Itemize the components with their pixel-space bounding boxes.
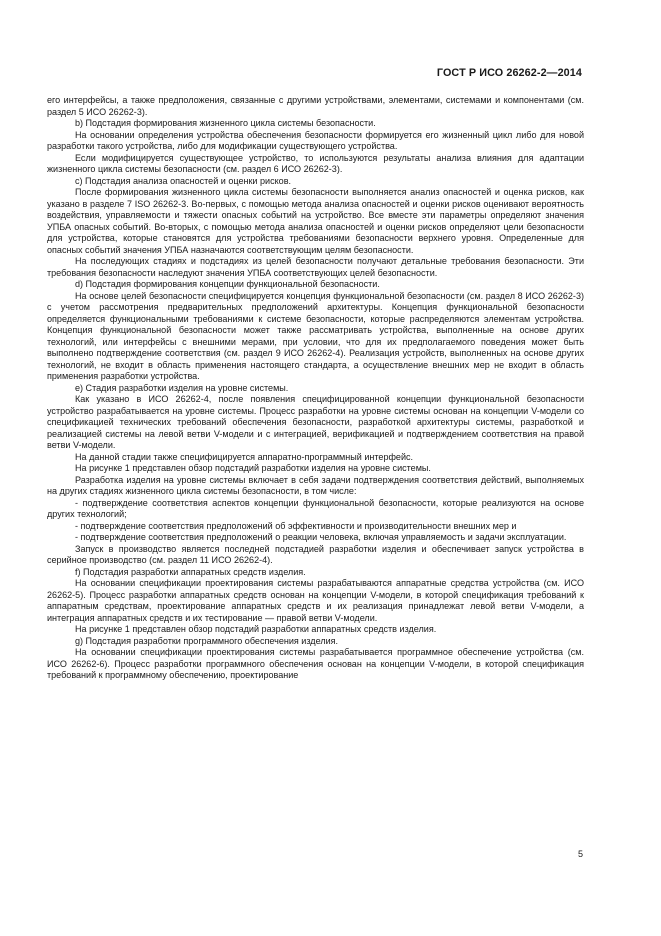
paragraph: На основании спецификации проектирования системы разрабатываются аппаратные средства устройства (см. ИСО 26262-5). Процесс разработки аппаратных средств основан на концепции V-модели, в которой спецификация требований к аппаратным средствам, проектирование аппаратных средств и их реализация принадлежат левой ветви V-модели, а интеграция аппаратных средств и их тестирование — правой ветви V-модели.: [47, 578, 584, 623]
paragraph: его интерфейсы, а также предположения, связанные с другими устройствами, элементами, системами и компонентами (см. раздел 5 ИСО 26262-3).: [47, 95, 584, 117]
paragraph: На данной стадии также специфицируется аппаратно-программный интерфейс.: [75, 451, 414, 462]
paragraph: На рисунке 1 представлен обзор подстадий разработки изделия на уровне системы.: [75, 463, 431, 473]
paragraph: На основе целей безопасности специфицируется концепция функциональной безопасности (см. раздел 8 ИСО 26262-3) с учетом рассмотрения предварительных предположений архитектуры. Концепция функциональной безопасности определяется функциональными требованиями к системе безопасности, которые распределяются элементам устройства. Концепция функциональной безопасности может также рассматривать устройства, выполненные на основе других технологий, или интерфейсы с внешними мерами, при условии, что для их предполагаемого поведения может быть выполнено подтверждение соответствия (см. раздел 9 ИСО 26262-4). Реализация устройств, выполненных на основе других технологий, не входит в область применения настоящего стандарта, а осуществление внешних мер не входит в область применения разработки устройства.: [47, 290, 584, 381]
paragraph: Как указано в ИСО 26262-4, после появления специфицированной концепции функциональной безопасности устройство разрабатывается на уровне системы. Процесс разработки на уровне системы основан на концепции V-модели со спецификацией технических требований обеспечения безопасности, разработкой архитектуры системы, разработкой и реализацией системы на левой ветви V-модели и с интеграцией, верификацией и подтверждением соответствия на правой ветви V-модели.: [47, 394, 584, 450]
subsection-heading-e: e) Стадия разработки изделия на уровне системы.: [75, 382, 289, 393]
subsection-heading-b: b) Подстадия формирования жизненного цикла системы безопасности.: [75, 118, 376, 128]
body-text: [47, 95, 584, 682]
paragraph: Запуск в производство является последней подстадией разработки изделия и обеспечивает запуск устройства в серийное производство (см. раздел 11 ИСО 26262-4).: [47, 543, 584, 565]
subsection-heading-g: g) Подстадия разработки программного обеспечения изделия.: [75, 635, 339, 646]
list-item: - подтверждение соответствия предположений об эффективности и производительности внешних мер и: [75, 520, 517, 531]
paragraph: На последующих стадиях и подстадиях из целей безопасности получают детальные требования безопасности. Эти требования безопасности наследуют значения УПБА соответствующих целей безопасности.: [47, 256, 584, 278]
subsection-heading-f: f) Подстадия разработки аппаратных средств изделия.: [75, 566, 306, 577]
standard-header: ГОСТ Р ИСО 26262-2—2014: [436, 67, 582, 79]
paragraph: На рисунке 1 представлен обзор подстадий разработки аппаратных средств изделия.: [75, 624, 437, 634]
paragraph: После формирования жизненного цикла системы безопасности выполняется анализ опасностей и оценка рисков, как указано в разделе 7 ISO 26262-3. Во-первых, с помощью метода анализа опасностей и оценки рисков оценивают вероятность воздействия, управляемости и тяжести опасных событий на устройство. Все вместе эти параметры определяют значения УПБА опасных событий. Во-вторых, с помощью метода анализа опасностей и оценки рисков определяют цели безопасности для устройства, которые становятся для устройства требованиями безопасности верхнего уровня. Определенные для опасных событий значения УПБА назначаются соответствующим целям безопасности.: [47, 187, 584, 255]
paragraph: На основании определения устройства обеспечения безопасности формируется его жизненный цикл либо для новой разработки такого устройства, либо для модификации существующего устройства.: [47, 129, 584, 151]
paragraph: Если модифицируется существующее устройство, то используются результаты анализа влияния для адаптации жизненного цикла системы безопасности (см. раздел 6 ИСО 26262-3).: [47, 152, 584, 174]
subsection-heading-d: d) Подстадия формирования концепции функциональной безопасности.: [75, 279, 380, 289]
paragraph: Разработка изделия на уровне системы включает в себя задачи подтверждения соответствия действий, выполняемых на других стадиях жизненного цикла системы безопасности, в том числе:: [47, 474, 584, 496]
paragraph: На основании спецификации проектирования системы разрабатывается программное обеспечение устройства (см. ИСО 26262-6). Процесс разработки программного обеспечения основан на концепции V-модели, в которой спецификация требований к программному обеспечению, проектирование: [47, 647, 584, 680]
list-item: - подтверждение соответствия аспектов концепции функциональной безопасности, которые реализуются на основе других технологий;: [47, 497, 584, 519]
page-number: 5: [577, 849, 583, 859]
list-item: - подтверждение соответствия предположений о реакции человека, включая управляемость и задачи эксплуатации.: [75, 532, 567, 542]
subsection-heading-c: c) Подстадия анализа опасностей и оценки рисков.: [75, 175, 292, 186]
